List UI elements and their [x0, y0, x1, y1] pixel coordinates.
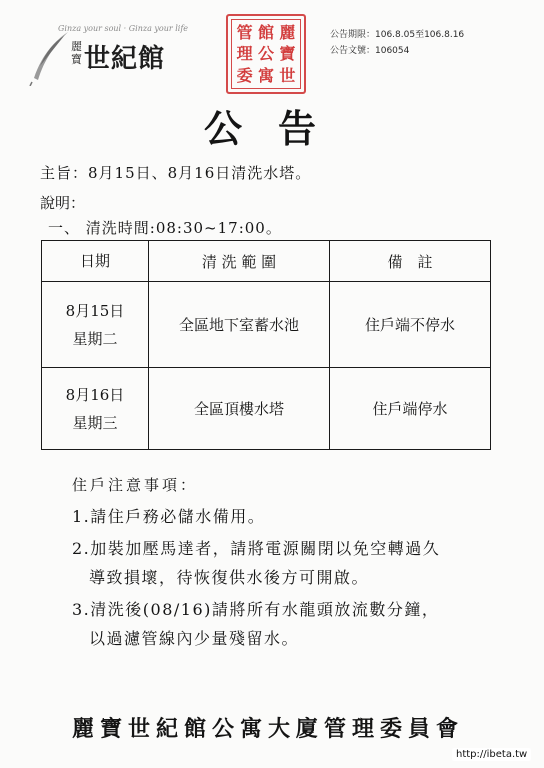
logo-title: 世紀館: [84, 44, 166, 74]
seal-char: 館: [257, 23, 274, 42]
row-range: 全區頂樓水塔: [193, 400, 284, 418]
note-line: 1.請住戶務必儲水備用。: [72, 507, 266, 526]
notes-title: 住戶注意事項：: [72, 476, 199, 494]
logo-tagline: Ginza your soul · Ginza your life: [58, 24, 189, 33]
seal-char: 麗: [279, 23, 296, 42]
seal-char: 寓: [257, 65, 274, 85]
note-item-1: [72, 504, 265, 527]
logo-small-text: 麗寶: [71, 40, 82, 66]
committee-seal-stamp: [226, 14, 306, 94]
row-note: 住戶端不停水: [364, 316, 455, 334]
row-date: 8月16日: [65, 385, 125, 404]
seal-char: 委: [236, 65, 253, 85]
seal-char: 世: [279, 65, 296, 85]
seal-char: 公: [257, 44, 274, 64]
cleaning-schedule-table: [41, 240, 491, 450]
seal-char: 管: [236, 23, 253, 42]
table-header-row: [42, 241, 491, 282]
note-line-continued: 導致損壞，待恢復供水後方可開啟。: [89, 568, 370, 587]
header-date: 日期: [42, 241, 149, 282]
announcement-period: 公告期限：106.8.05至106.8.16: [330, 30, 465, 40]
committee-signature: 麗寶世紀館公寓大廈管理委員會: [72, 717, 465, 742]
note-line: 3.清洗後(08/16)請將所有水龍頭放流數分鐘，: [72, 600, 440, 619]
header-note: 備 註: [330, 241, 491, 282]
site-watermark: http://ibeta.tw: [452, 748, 531, 761]
table-row: [42, 368, 491, 450]
header-range: 清 洗 範 圍: [149, 241, 330, 282]
row-weekday: 星期二: [72, 329, 118, 348]
seal-char: 寶: [279, 44, 296, 64]
note-line: 2.加裝加壓馬達者，請將電源關閉以免空轉過久: [72, 539, 441, 558]
table-row: [42, 282, 491, 368]
explanation-label: 說明：: [40, 194, 86, 212]
row-date: 8月15日: [65, 301, 125, 320]
announcement-doc-number: 公告文號：106054: [330, 46, 410, 56]
seal-char: 理: [236, 44, 253, 64]
cleaning-time-line: 一、 清洗時間:08:30~17:00。: [48, 219, 282, 237]
subject-line: 主旨：8月15日、8月16日清洗水塔。: [40, 164, 312, 182]
row-range: 全區地下室蓄水池: [178, 316, 299, 334]
note-item-2: [72, 536, 440, 588]
feather-logo-icon: [28, 30, 72, 86]
note-item-3: [72, 597, 439, 649]
page-title: 公告: [204, 107, 353, 151]
row-weekday: 星期三: [72, 413, 118, 432]
row-note: 住戶端停水: [372, 400, 448, 418]
note-line-continued: 以過濾管線內少量殘留水。: [89, 629, 300, 648]
